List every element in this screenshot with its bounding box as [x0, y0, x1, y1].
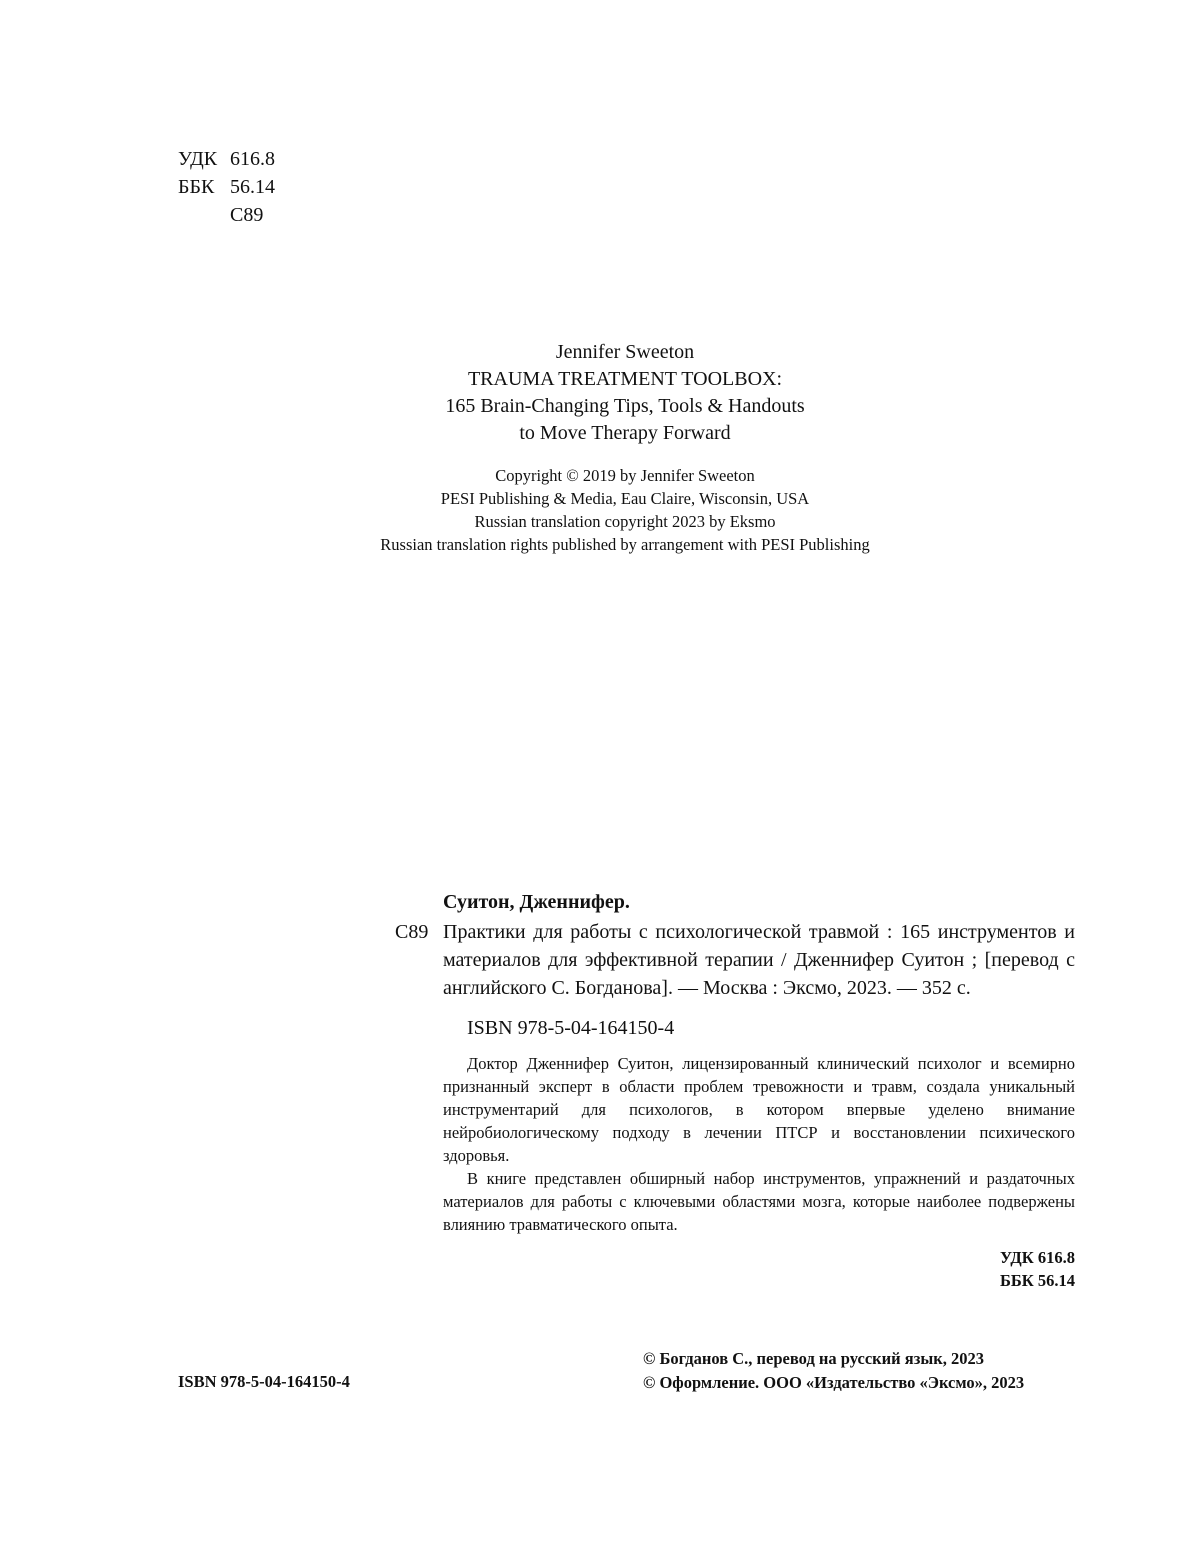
bibliographic-description: Практики для работы с психологической травмой : 165 инструментов и материалов для эффективной терапии / Дженнифер Суитон ; [перевод с английского С. Богданова]. — Москва : Эксмо, 2023. — 352 с. — [443, 921, 1075, 999]
author-sign: С89 — [230, 204, 264, 226]
classification-bottom — [443, 1246, 1075, 1292]
udk-label: УДК — [178, 148, 218, 170]
original-subtitle-1: 165 Brain-Changing Tips, Tools & Handouts — [445, 395, 805, 417]
isbn-line: ISBN 978-5-04-164150-4 — [467, 1017, 675, 1039]
annotation — [443, 1052, 1075, 1236]
classification-block — [178, 145, 275, 229]
bbk-label: ББК — [178, 176, 215, 198]
original-title: TRAUMA TREATMENT TOOLBOX: — [467, 368, 783, 390]
author-cipher: С89 — [395, 921, 429, 943]
annotation-paragraph: Доктор Дженнифер Суитон, лицензированный клинический психолог и всемирно признанный эксперт в области проблем тревожности и травм, создала уникальный инструментарий для психологов, в котором впервые уделено внимание нейробиологическому подходу в лечении ПТСР и восстановлении психического здоровья. — [443, 1054, 1075, 1165]
original-author: Jennifer Sweeton — [555, 341, 695, 363]
original-edition-block — [300, 339, 950, 447]
bbk-value: 56.14 — [230, 176, 275, 198]
copyright-line: Russian translation copyright 2023 by Eksmo — [474, 512, 776, 531]
udk-row — [178, 145, 275, 173]
udk-value: 616.8 — [230, 148, 275, 170]
copyright-line: Russian translation rights published by arrangement with PESI Publishing — [380, 535, 870, 554]
bbk-row — [178, 173, 275, 201]
footer-isbn: ISBN 978-5-04-164150-4 — [178, 1372, 350, 1391]
copyright-line: Copyright © 2019 by Jennifer Sweeton — [495, 466, 755, 485]
annotation-paragraph: В книге представлен обширный набор инструментов, упражнений и раздаточных материалов для работы с ключевыми областями мозга, которые наиболее подвержены влиянию травматического опыта. — [443, 1169, 1075, 1234]
catalog-entry — [443, 888, 1075, 1292]
copyright-block — [300, 464, 950, 556]
bbk-bottom: ББК 56.14 — [999, 1271, 1075, 1290]
copyright-translation: © Богданов С., перевод на русский язык, 2023 — [643, 1349, 984, 1368]
footer-copyrights — [643, 1347, 1024, 1395]
udk-bottom: УДК 616.8 — [999, 1248, 1075, 1267]
copyright-line: PESI Publishing & Media, Eau Claire, Wisconsin, USA — [440, 489, 810, 508]
copyright-design: © Оформление. ООО «Издательство «Эксмо», 2023 — [643, 1373, 1025, 1392]
author-heading: Суитон, Дженнифер. — [443, 891, 630, 913]
author-sign-row — [178, 201, 275, 229]
original-subtitle-2: to Move Therapy Forward — [519, 422, 731, 444]
